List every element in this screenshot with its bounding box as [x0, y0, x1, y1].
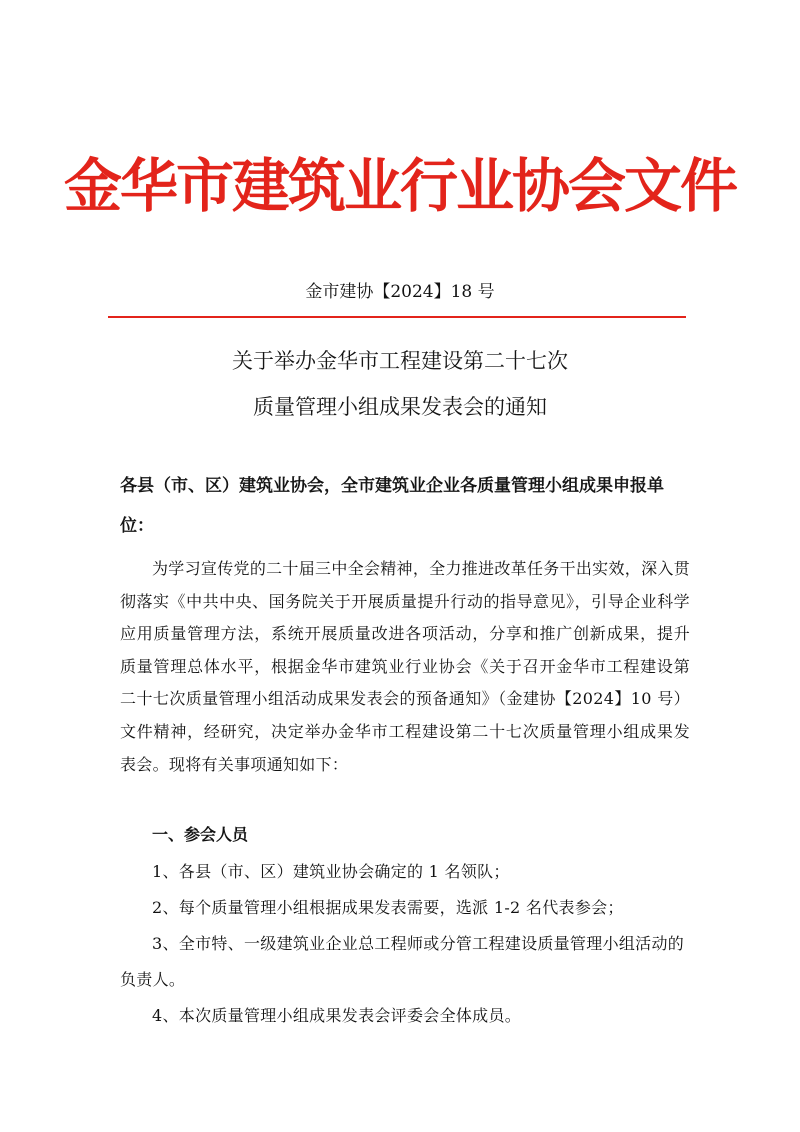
list-item: 1、各县（市、区）建筑业协会确定的 1 名领队；	[152, 862, 510, 881]
list-item: 2、每个质量管理小组根据成果发表需要，选派 1-2 名代表参会；	[152, 898, 624, 917]
addressee: 各县（市、区）建筑业协会，全市建筑业企业各质量管理小组成果申报单位：	[120, 476, 664, 536]
list-item: 4、本次质量管理小组成果发表会评委会全体成员。	[152, 1006, 522, 1025]
attendee-list	[120, 854, 690, 1034]
notice-title	[0, 338, 800, 430]
section-heading-attendees: 一、参会人员	[152, 825, 249, 844]
body-paragraph: 为学习宣传党的二十届三中全会精神，全力推进改革任务干出实效，深入贯彻落实《中共中央、国务院关于开展质量提升行动的指导意见》，引导企业科学应用质量管理方法，系统开展质量改进各项活动，分享和推广创新成果，提升质量管理总体水平，根据金华市建筑业行业协会《关于召开金华市工程建设第二十七次质量管理小组活动成果发表会的预备通知》（金建协【2024】10 号）文件精神，经研究，决定举办金华市工程建设第二十七次质量管理小组成果发表会。现将有关事项通知如下：	[120, 559, 690, 774]
masthead-title: 金华市建筑业行业协会文件	[63, 152, 736, 220]
list-item: 3、全市特、一级建筑业企业总工程师或分管工程建设质量管理小组活动的负责人。	[120, 934, 685, 989]
red-divider-line	[108, 316, 686, 318]
notice-title-line-1: 关于举办金华市工程建设第二十七次	[232, 349, 568, 373]
document-number: 金市建协【2024】18 号	[305, 282, 495, 302]
notice-title-line-2: 质量管理小组成果发表会的通知	[253, 395, 547, 419]
